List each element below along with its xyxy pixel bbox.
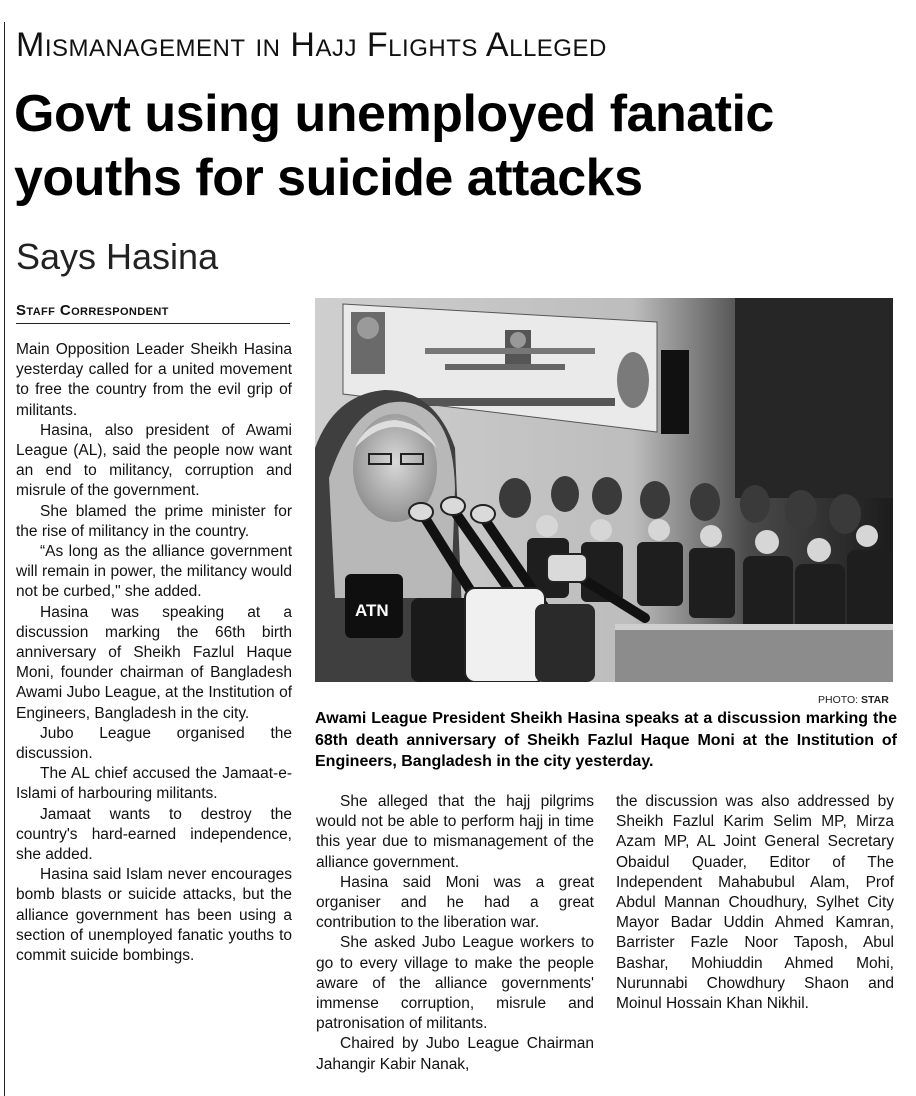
paragraph: the discussion was also addressed by Sheikh Fazlul Karim Selim MP, Mirza Azam MP, AL Joint General Secretary Obaidul Quader, Editor of The Independent Mahabubul Alam, Prof Abdul Mannan Choudhury, Sylhet City Mayor Badar Uddin Ahmed Kamran, Barrister Fazle Noor Taposh, Abul Bashar, Mohiuddin Ahmed Mohi, Nurunnabi Chowdhury Shaon and Moinul Hossain Khan Nikhil.: [616, 793, 894, 1013]
paragraph: She alleged that the hajj pilgrims would not be able to perform hajj in time this year due to mismanagement of the alliance government.: [316, 793, 594, 871]
photo-credit-source: STAR: [860, 694, 889, 706]
byline: Staff Correspondent: [16, 302, 290, 324]
paragraph: She blamed the prime minister for the rise of militancy in the country.: [16, 502, 292, 540]
paragraph: She asked Jubo League workers to go to every village to make the people aware of the alliance governments' immense corruption, misrule and patronisation of militants.: [316, 934, 594, 1033]
news-photo: [315, 298, 893, 682]
article-column-3: [616, 792, 894, 1014]
paragraph: The AL chief accused the Jamaat-e-Islami of harbouring militants.: [16, 765, 292, 803]
paragraph: Hasina said Moni was a great organiser and he had a great contribution to the liberation war.: [316, 873, 594, 932]
article-column-2: [316, 792, 594, 1075]
photo-illustration: [315, 298, 893, 682]
kicker-headline: Mismanagement in Hajj Flights Alleged: [16, 26, 607, 64]
article-column-1: [16, 340, 292, 966]
paragraph: Main Opposition Leader Sheikh Hasina yesterday called for a united movement to free the country from the evil grip of militants.: [16, 341, 292, 419]
column-rule: [4, 22, 5, 1096]
photo-credit-prefix: PHOTO:: [818, 694, 861, 706]
paragraph: “As long as the alliance government will remain in power, the militancy would not be curbed," she added.: [16, 543, 292, 601]
paragraph: Hasina was speaking at a discussion marking the 66th birth anniversary of Sheikh Fazlul Haque Moni, founder chairman of Bangladesh Awami Jubo League, at the Institution of Engineers, Bangladesh in the city.: [16, 603, 292, 722]
sub-headline: Says Hasina: [16, 236, 219, 277]
paragraph: Chaired by Jubo League Chairman Jahangir Kabir Nanak,: [316, 1035, 594, 1073]
main-headline: Govt using unemployed fanatic youths for suicide attacks: [14, 85, 774, 207]
paragraph: Hasina said Islam never encourages bomb blasts or suicide attacks, but the alliance government has been using a section of unemployed fanatic youths to commit suicide bombings.: [16, 866, 292, 965]
paragraph: Jamaat wants to destroy the country's hard-earned independence, she added.: [16, 805, 292, 864]
photo-credit: [818, 694, 889, 706]
mic-logo: ATN: [355, 601, 389, 620]
paragraph: Hasina, also president of Awami League (AL), said the people now want an end to militancy, corruption and misrule of the government.: [16, 421, 292, 500]
paragraph: Jubo League organised the discussion.: [16, 724, 292, 763]
photo-caption: Awami League President Sheikh Hasina speaks at a discussion marking the 68th death anniversary of Sheikh Fazlul Haque Moni at the Institution of Engineers, Bangladesh in the city yesterday.: [315, 710, 897, 770]
